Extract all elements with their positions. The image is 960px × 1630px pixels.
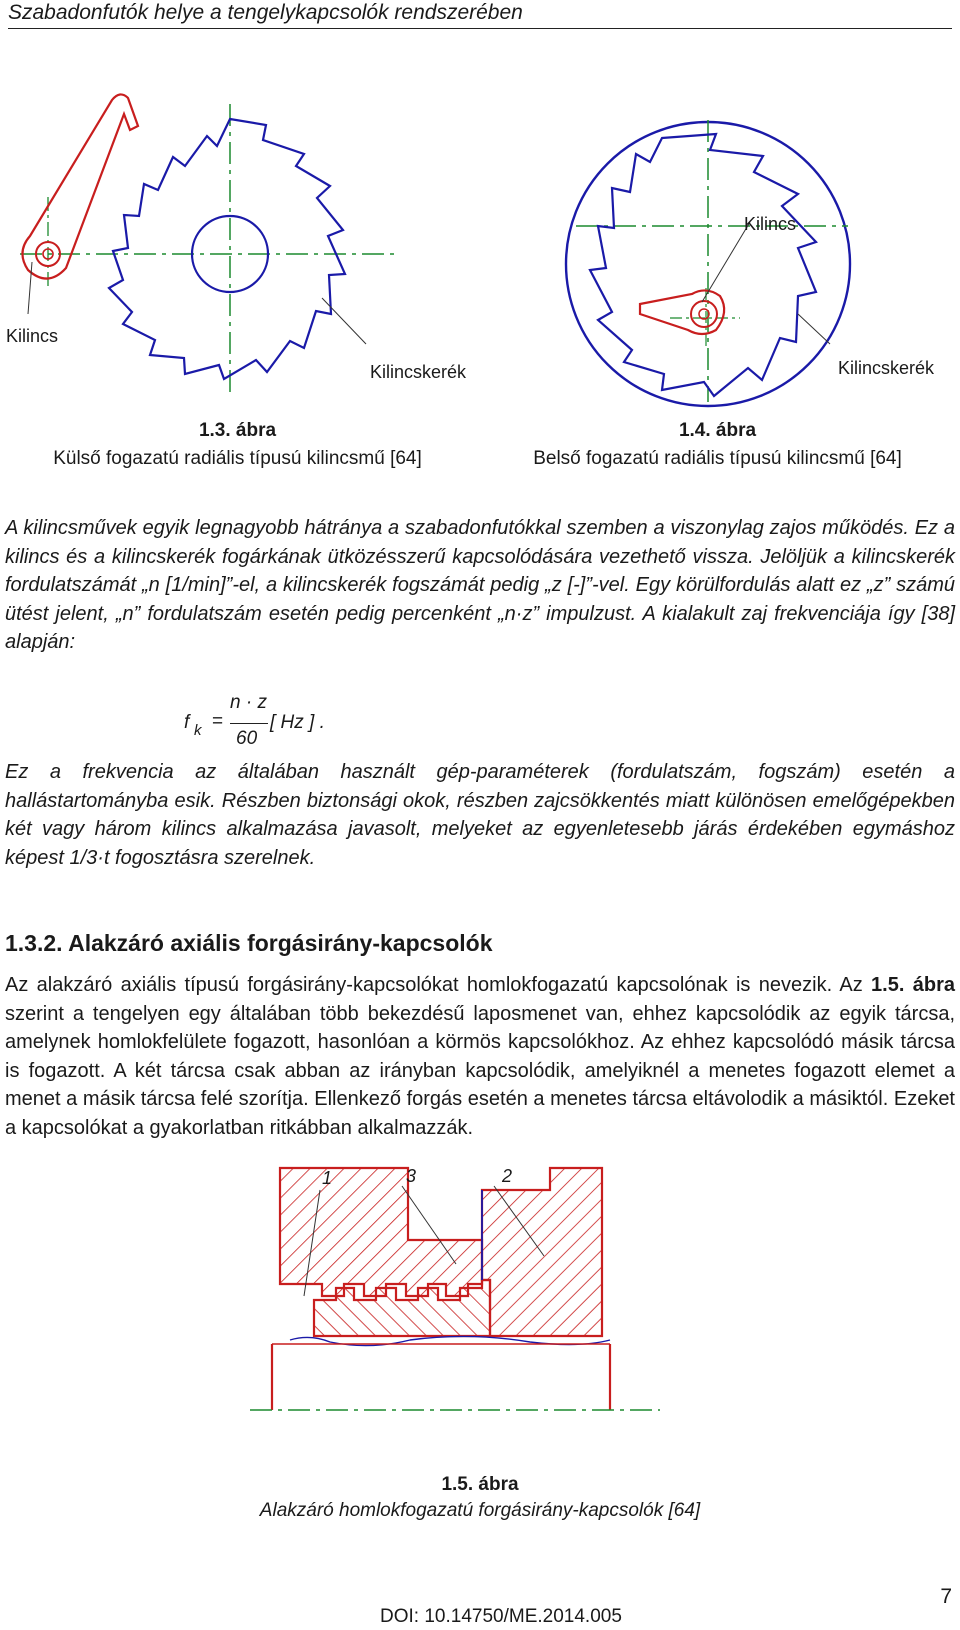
formula-eq: = <box>212 711 224 732</box>
figure-1-5-drawing <box>250 1160 770 1470</box>
fig14-number: 1.4. ábra <box>678 420 757 441</box>
figure-ref: 1.5. ábra <box>871 974 955 996</box>
fig15-part-2: 2 <box>502 1166 513 1186</box>
internal-pawl <box>640 290 724 334</box>
fig13-caption: Külső fogazatú radiális típusú kilincsmű [64] <box>53 448 422 469</box>
part-3-toothed-disc <box>314 1280 490 1336</box>
fig13-label-wheel: Kilincskerék <box>370 362 467 382</box>
formula-sub: k <box>194 722 202 739</box>
para3-text-a: Az alakzáró axiális típusú forgásirány-kapcsolókat homlokfogazatú kapcsolónak is nevezik. Az <box>5 974 872 996</box>
pawl <box>22 94 138 278</box>
formula-bar <box>230 723 268 724</box>
formula-lhs: f <box>184 712 190 733</box>
figure-1-3-drawing <box>0 92 480 392</box>
doi: DOI: 10.14750/ME.2014.005 <box>380 1606 622 1627</box>
para3-text-b: szerint a tengelyen egy általában több bekezdésű laposmenet van, ehhez kapcsolódik az egyik tárcsa, amelynek homlokfelülete fogazott, hasonlóan a körmös kapcsolókhoz. Az ehhez kapcsolódó másik tárcsa is fogazott. A két tárcsa csak abban az irányban kapcsolódik, amelyiknél a menetes fogazott elemet a menet a másik tárcsa felé szorítja. Ellenkező forgás esetén a menetes tárcsa eltávolodik a másiktól. Ezeket a kapcsolókat a gyakorlatban ritkábban alkalmazzák. <box>5 1002 955 1139</box>
fig15-caption: Alakzáró homlokfogazatú forgásirány-kapcsolók [64] <box>259 1500 701 1521</box>
paragraph-1: A kilincsművek egyik legnagyobb hátránya a szabadonfutókkal szemben a viszonylag zajos működés. Ez a kilincs és a kilincskerék fogárkának ütközésszerű kapcsolódására vezethető vissza. Jelöljük a kilincskerék fordulatszámát „n [1/min]”-el, a kilincskerék fogszámát pedig „z [-]”-vel. Egy körülfordulás alatt ez „z” számú ütést jelent, „n” fordulatszám esetén pedig percenként „n·z” impulzust. A kialakult zaj frekvenciája így [38] alapján: <box>5 517 955 653</box>
formula-den: 60 <box>236 728 258 749</box>
header-title: Szabadonfutók helye a tengelykapcsolók rendszerében <box>8 1 523 24</box>
fig14-caption: Belső fogazatú radiális típusú kilincsmű [64] <box>533 448 902 469</box>
section-heading: 1.3.2. Alakzáró axiális forgásirány-kapcsolók <box>5 930 493 956</box>
paragraph-2: Ez a frekvencia az általában használt gép-paraméterek (fordulatszám, fogszám) esetén a hallástartományba esik. Részben biztonsági okok, részben zajcsökkentés miatt különösen emelőgépekben két vagy három kilincs alkalmazása javasolt, melyeket az egyenletesebb járás érdekében egymáshoz képest 1/3·t fogosztásra szerelnek. <box>5 761 955 869</box>
noise-frequency-formula <box>180 694 420 754</box>
fig13-number: 1.3. ábra <box>198 420 277 441</box>
fig15-part-1: 1 <box>322 1168 333 1188</box>
paragraph-3 <box>5 971 955 1142</box>
part-2-disc <box>482 1168 602 1336</box>
ratchet-wheel <box>109 119 345 379</box>
fig15-part-3: 3 <box>406 1166 417 1186</box>
part-1-disc <box>280 1168 482 1296</box>
internal-ratchet-teeth <box>590 134 816 396</box>
formula-num: n · z <box>230 692 267 713</box>
fig13-label-pawl: Kilincs <box>6 326 59 346</box>
formula-unit: [ Hz ] . <box>270 712 325 733</box>
page-number: 7 <box>940 1585 952 1608</box>
fig14-label-wheel: Kilincskerék <box>838 358 935 378</box>
running-header <box>8 0 952 29</box>
fig14-label-pawl: Kilincs <box>744 214 797 234</box>
fig15-number: 1.5. ábra <box>441 1474 519 1495</box>
